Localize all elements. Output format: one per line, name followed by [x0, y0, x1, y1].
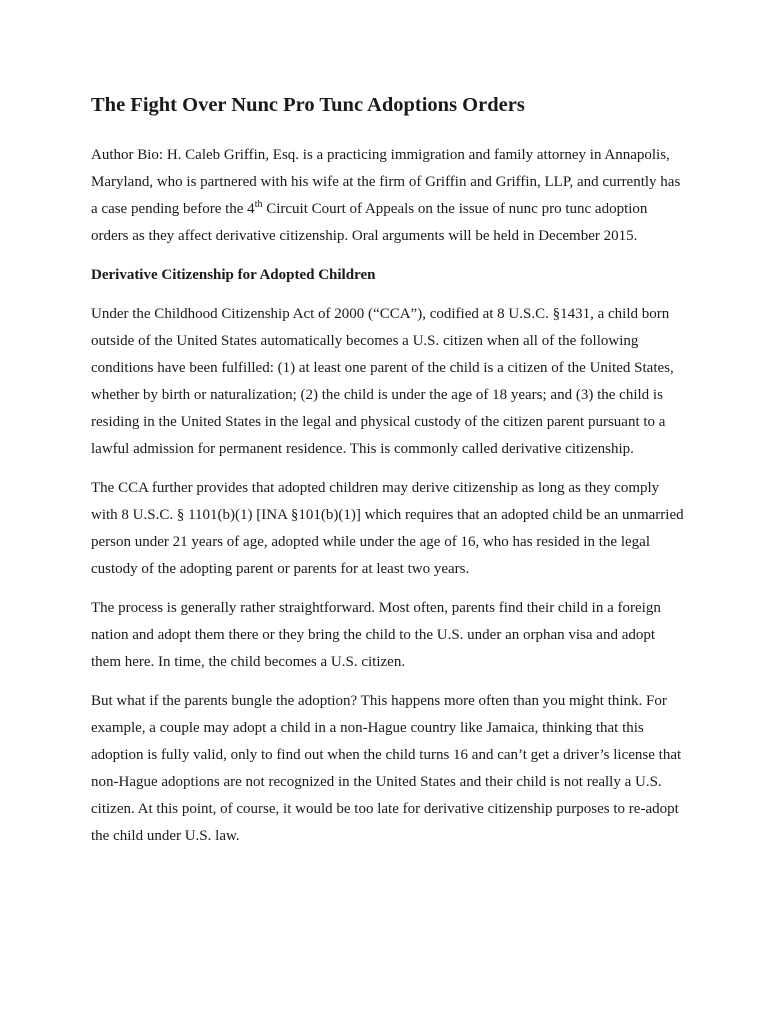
author-bio [91, 142, 685, 250]
paragraph-bungled-adoption: But what if the parents bungle the adoption? This happens more often than you might think. For example, a couple may adopt a child in a non-Hague country like Jamaica, thinking that this adoption is fully valid, only to find out when the child turns 16 and can’t get a driver’s license that non-Hague adoptions are not recognized in the United States and their child is not really a U.S. citizen. At this point, of course, it would be too late for derivative citizenship purposes to re-adopt the child under U.S. law. [91, 693, 682, 844]
paragraph-process: The process is generally rather straightforward. Most often, parents find their child in a foreign nation and adopt them there or they bring the child to the U.S. under an orphan visa and adopt them here. In time, the child becomes a U.S. citizen. [91, 600, 661, 670]
document-title: The Fight Over Nunc Pro Tunc Adoptions Orders [91, 94, 525, 116]
paragraph-adopted-children: The CCA further provides that adopted children may derive citizenship as long as they comply with 8 U.S.C. § 1101(b)(1) [INA §101(b)(1)] which requires that an adopted child be an unmarried person under 21 years of age, adopted while under the age of 16, who has resided in the legal custody of the adopting parent or parents for at least two years. [91, 480, 684, 577]
paragraph-cca: Under the Childhood Citizenship Act of 2000 (“CCA”), codified at 8 U.S.C. §1431, a child born outside of the United States automatically becomes a U.S. citizen when all of the following conditions have been fulfilled: (1) at least one parent of the child is a citizen of the United States, whether by birth or naturalization; (2) the child is under the age of 18 years; and (3) the child is residing in the United States in the legal and physical custody of the citizen parent pursuant to a lawful admission for permanent residence. This is commonly called derivative citizenship. [91, 306, 674, 457]
author-bio-text-continued: Circuit Court of Appeals on the issue of nunc pro tunc adoption orders as they affect derivative citizenship. Oral arguments will be held in December 2015. [91, 201, 648, 244]
document-page [91, 92, 685, 862]
section-heading: Derivative Citizenship for Adopted Children [91, 267, 376, 283]
author-bio-text: Author Bio: H. Caleb Griffin, Esq. is a practicing immigration and family attorney in Annapolis, Maryland, who is partnered with his wife at the firm of Griffin and Griffin, LLP, and currently has a case pending before the 4 [91, 147, 681, 217]
ordinal-suffix: th [254, 199, 263, 210]
